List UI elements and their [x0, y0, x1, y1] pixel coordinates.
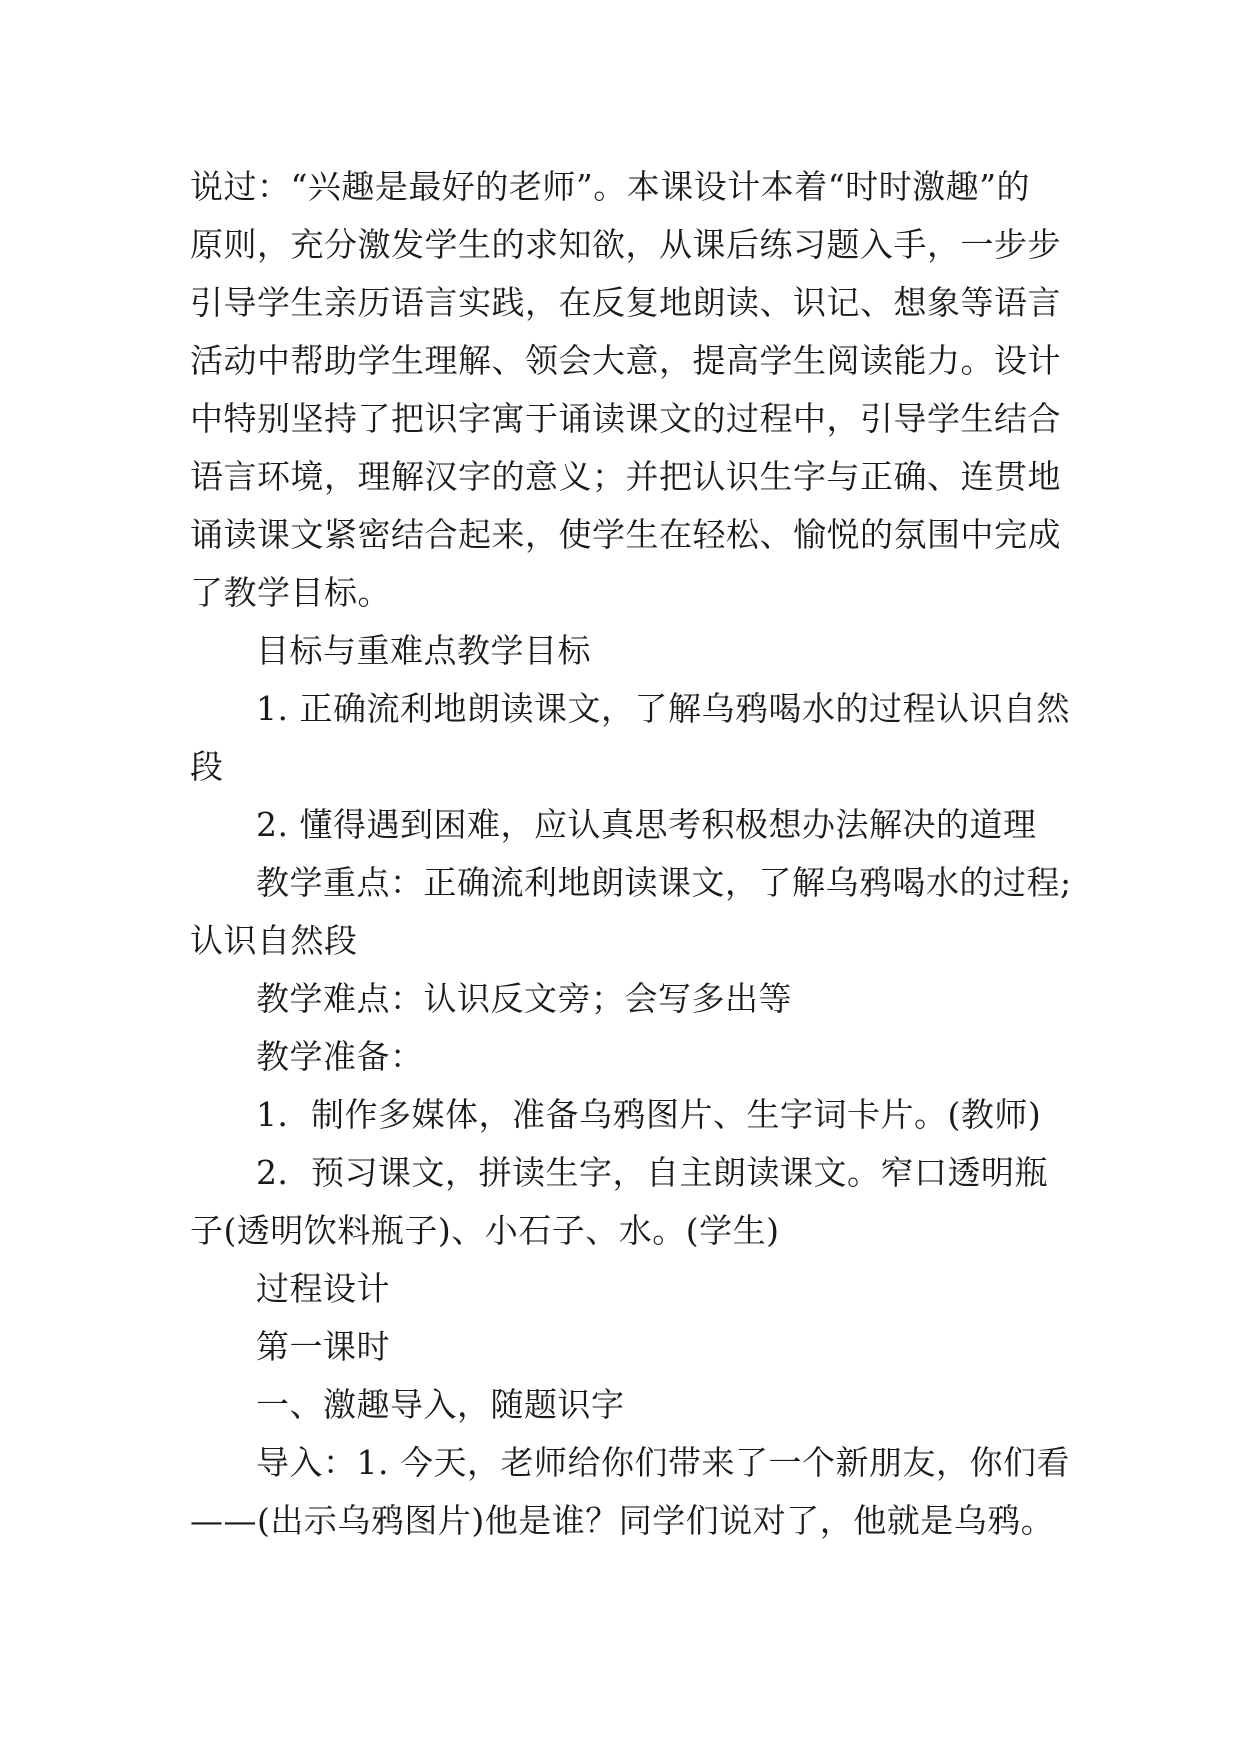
step-heading: 一、激趣导入，随题识字: [256, 1385, 625, 1424]
paragraph-line: 导入：1. 今天，老师给你们带来了一个新朋友，你们看: [256, 1443, 1070, 1482]
paragraph-line: 语言环境，理解汉字的意义；并把认识生字与正确、连贯地: [190, 457, 1061, 496]
preparation-item: 1．制作多媒体，准备乌鸦图片、生字词卡片。(教师): [256, 1095, 1042, 1134]
paragraph-line: 了教学目标。: [190, 573, 391, 612]
key-point: 教学重点：正确流利地朗读课文，了解乌鸦喝水的过程;: [256, 863, 1072, 902]
paragraph-line: 中特别坚持了把识字寓于诵读课文的过程中，引导学生结合: [190, 399, 1061, 438]
objective-item-continuation: 段: [190, 747, 224, 786]
difficult-point: 教学难点：认识反文旁；会写多出等: [256, 979, 792, 1018]
paragraph-line: 说过：“兴趣是最好的老师”。本课设计本着“时时激趣”的: [190, 167, 1030, 206]
paragraph-line: 诵读课文紧密结合起来，使学生在轻松、愉悦的氛围中完成: [190, 515, 1061, 554]
document-body: [190, 158, 1072, 1550]
preparation-item: 2．预习课文，拼读生字，自主朗读课文。窄口透明瓶: [256, 1153, 1048, 1192]
paragraph-line: 引导学生亲历语言实践，在反复地朗读、识记、想象等语言: [190, 283, 1061, 322]
paragraph-line: 活动中帮助学生理解、领会大意，提高学生阅读能力。设计: [190, 341, 1061, 380]
paragraph-line: 原则，充分激发学生的求知欲，从课后练习题入手，一步步: [190, 225, 1061, 264]
section-heading: 教学准备：: [256, 1037, 424, 1076]
paragraph-line: ——(出示乌鸦图片)他是谁？同学们说对了，他就是乌鸦。: [190, 1501, 1055, 1540]
preparation-item-continuation: 子(透明饮料瓶子)、小石子、水。(学生): [190, 1211, 780, 1250]
section-heading: 过程设计: [256, 1269, 390, 1308]
objective-item: 1. 正确流利地朗读课文，了解乌鸦喝水的过程认识自然: [256, 689, 1070, 728]
section-heading: 目标与重难点教学目标: [256, 631, 591, 670]
key-point-continuation: 认识自然段: [190, 921, 358, 960]
lesson-period-heading: 第一课时: [256, 1327, 390, 1366]
objective-item: 2. 懂得遇到困难，应认真思考积极想办法解决的道理: [256, 805, 1037, 844]
